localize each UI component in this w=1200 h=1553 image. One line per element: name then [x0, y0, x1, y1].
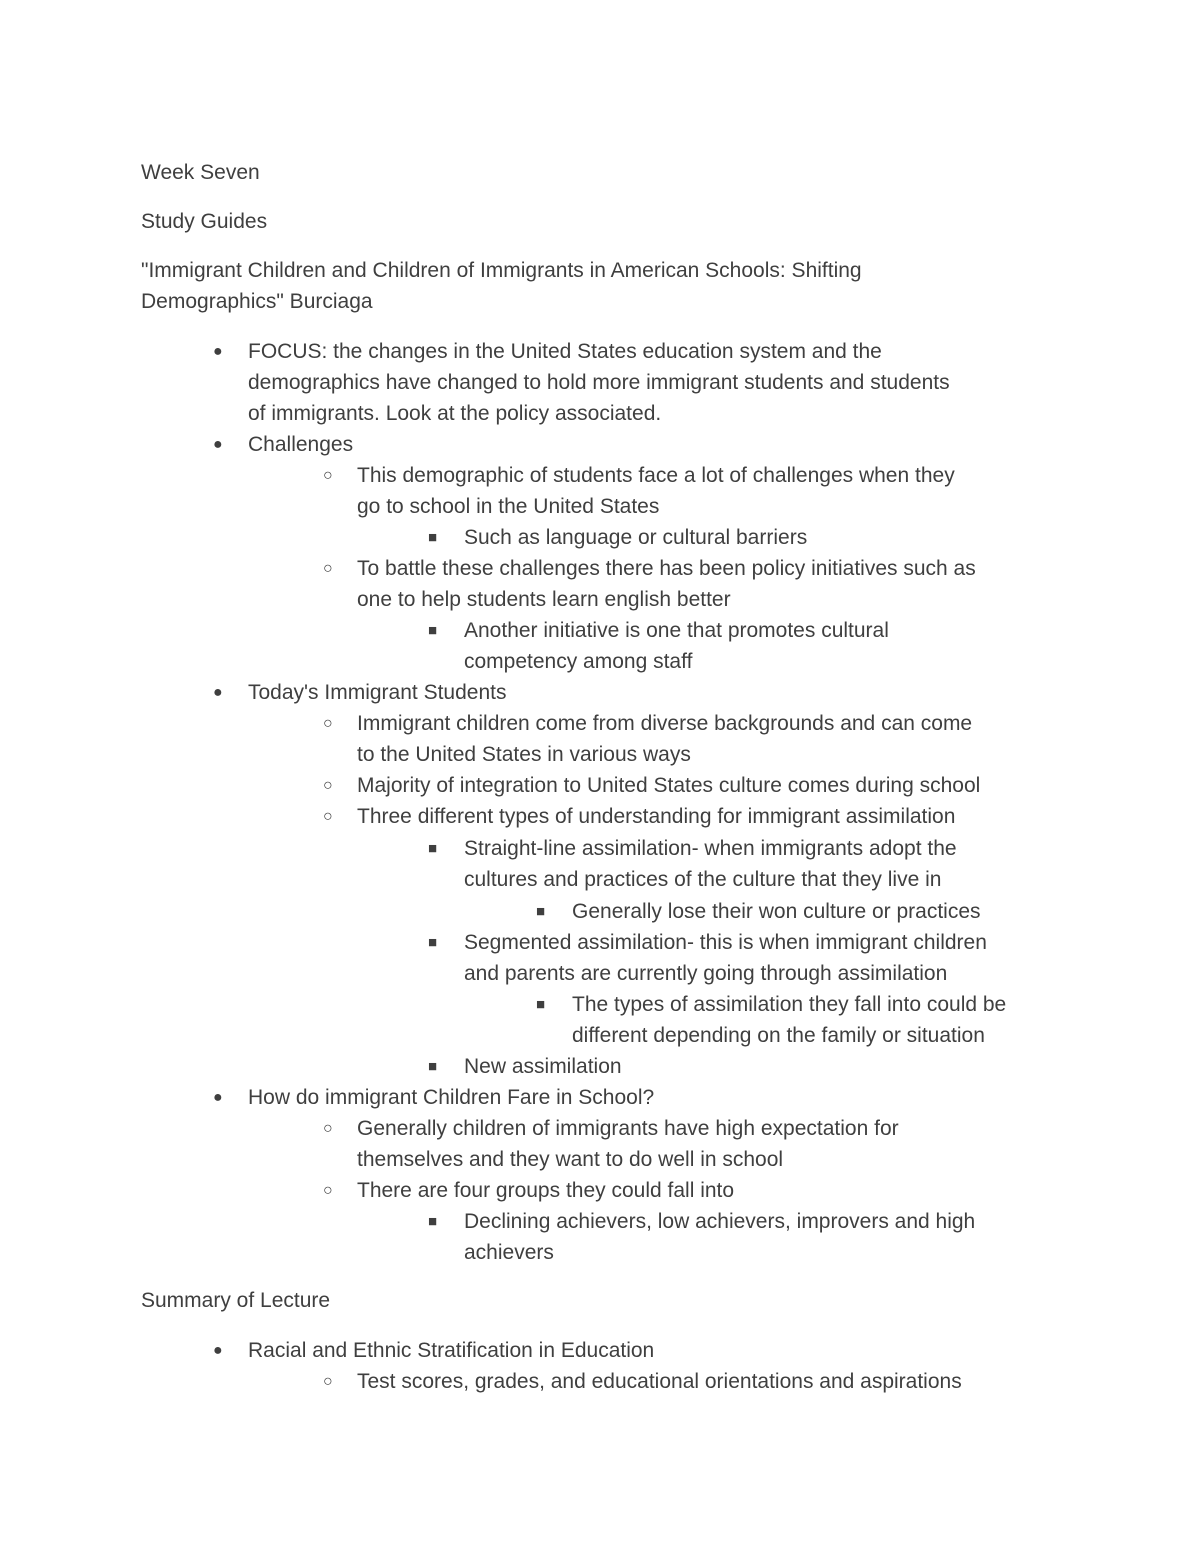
list-item: [323, 553, 976, 584]
list-item-text: Test scores, grades, and educational orientations and aspirations: [357, 1370, 962, 1393]
list-item: [323, 1175, 735, 1206]
list-item-continuation: [464, 646, 692, 677]
list-item-text: competency among staff: [464, 650, 693, 673]
filled-circle-bullet-icon: ●: [213, 1089, 223, 1106]
list-item-text: Today's Immigrant Students: [248, 681, 507, 704]
list-item: [428, 927, 987, 958]
list-item-text: How do immigrant Children Fare in School?: [248, 1086, 655, 1109]
list-item-text: Immigrant children come from diverse backgrounds and can come: [357, 712, 973, 735]
list-item: [428, 522, 808, 553]
list-item-text: New assimilation: [464, 1055, 622, 1078]
hollow-circle-bullet-icon: ○: [323, 1182, 333, 1199]
filled-circle-bullet-icon: ●: [213, 1342, 223, 1359]
list-item-text: Segmented assimilation- this is when immigrant children: [464, 931, 987, 954]
list-item-continuation: [464, 958, 947, 989]
list-item-text: Straight-line assimilation- when immigrants adopt the: [464, 837, 957, 860]
hollow-circle-bullet-icon: ○: [323, 715, 333, 732]
filled-circle-bullet-icon: ●: [213, 343, 223, 360]
list-item-text: The types of assimilation they fall into could be: [572, 993, 1007, 1016]
list-item-text: Three different types of understanding for immigrant assimilation: [357, 805, 956, 828]
square-bullet-icon: ■: [536, 996, 546, 1013]
list-item-continuation: [464, 1237, 554, 1268]
list-item-text: Generally children of immigrants have high expectation for: [357, 1117, 899, 1140]
list-item-challenges: [213, 429, 354, 460]
list-item: [536, 989, 1007, 1020]
hollow-circle-bullet-icon: ○: [323, 560, 333, 577]
square-bullet-icon: ■: [428, 1213, 438, 1230]
list-item-continuation: [357, 739, 691, 770]
week-heading: Week Seven: [141, 161, 260, 184]
list-item: [428, 1051, 622, 1082]
list-item: [323, 460, 955, 491]
list-item-text: Another initiative is one that promotes cultural: [464, 619, 889, 642]
list-item: [428, 833, 957, 864]
list-item-text: FOCUS: the changes in the United States education system and the: [248, 340, 882, 363]
list-item-continuation: [464, 864, 941, 895]
square-bullet-icon: ■: [428, 934, 438, 951]
list-item-todays-students: [213, 677, 507, 708]
list-item: [428, 615, 889, 646]
hollow-circle-bullet-icon: ○: [323, 1120, 333, 1137]
list-item: [323, 770, 981, 801]
list-item-continuation: [357, 584, 731, 615]
list-item-text: themselves and they want to do well in school: [357, 1148, 784, 1171]
list-item-text: achievers: [464, 1241, 554, 1264]
list-item-continuation: [572, 1020, 985, 1051]
list-item-continuation: [248, 398, 661, 429]
list-item-text: one to help students learn english better: [357, 588, 731, 611]
list-item-continuation: [357, 1144, 783, 1175]
square-bullet-icon: ■: [428, 1058, 438, 1075]
list-item-text: to the United States in various ways: [357, 743, 691, 766]
hollow-circle-bullet-icon: ○: [323, 777, 333, 794]
list-item: [323, 1113, 899, 1144]
hollow-circle-bullet-icon: ○: [323, 808, 333, 825]
list-item: [536, 896, 981, 927]
reading-title-line2: Demographics" Burciaga: [141, 290, 373, 313]
list-item-text: cultures and practices of the culture that they live in: [464, 868, 942, 891]
list-item-text: Challenges: [248, 433, 354, 456]
list-item-text: Majority of integration to United States culture comes during school: [357, 774, 981, 797]
list-item-text: of immigrants. Look at the policy associated.: [248, 402, 662, 425]
lecture-heading: Summary of Lecture: [141, 1289, 331, 1312]
list-item: [323, 1366, 962, 1397]
list-item-text: Racial and Ethnic Stratification in Education: [248, 1339, 655, 1362]
list-item-text: Generally lose their won culture or practices: [572, 900, 981, 923]
list-item-text: and parents are currently going through assimilation: [464, 962, 948, 985]
section-heading: Study Guides: [141, 210, 268, 233]
list-item-text: go to school in the United States: [357, 495, 660, 518]
list-item-text: demographics have changed to hold more immigrant students and students: [248, 371, 950, 394]
list-item: [323, 801, 956, 832]
square-bullet-icon: ■: [428, 529, 438, 546]
list-item-continuation: [248, 367, 950, 398]
list-item-text: Declining achievers, low achievers, improvers and high: [464, 1210, 976, 1233]
list-item-continuation: [357, 491, 659, 522]
list-item-text: different depending on the family or situation: [572, 1024, 985, 1047]
hollow-circle-bullet-icon: ○: [323, 467, 333, 484]
square-bullet-icon: ■: [536, 903, 546, 920]
filled-circle-bullet-icon: ●: [213, 684, 223, 701]
filled-circle-bullet-icon: ●: [213, 436, 223, 453]
hollow-circle-bullet-icon: ○: [323, 1373, 333, 1390]
list-item-text: To battle these challenges there has been policy initiatives such as: [357, 557, 976, 580]
list-item-text: There are four groups they could fall into: [357, 1179, 735, 1202]
list-item-fare: [213, 1082, 655, 1113]
list-item-text: This demographic of students face a lot of challenges when they: [357, 464, 955, 487]
list-item: [323, 708, 973, 739]
list-item-focus: [213, 336, 882, 367]
list-item-text: Such as language or cultural barriers: [464, 526, 808, 549]
list-item-stratification: [213, 1335, 655, 1366]
list-item: [428, 1206, 976, 1237]
square-bullet-icon: ■: [428, 622, 438, 639]
reading-title-line1: "Immigrant Children and Children of Immigrants in American Schools: Shifting: [141, 259, 862, 282]
square-bullet-icon: ■: [428, 840, 438, 857]
